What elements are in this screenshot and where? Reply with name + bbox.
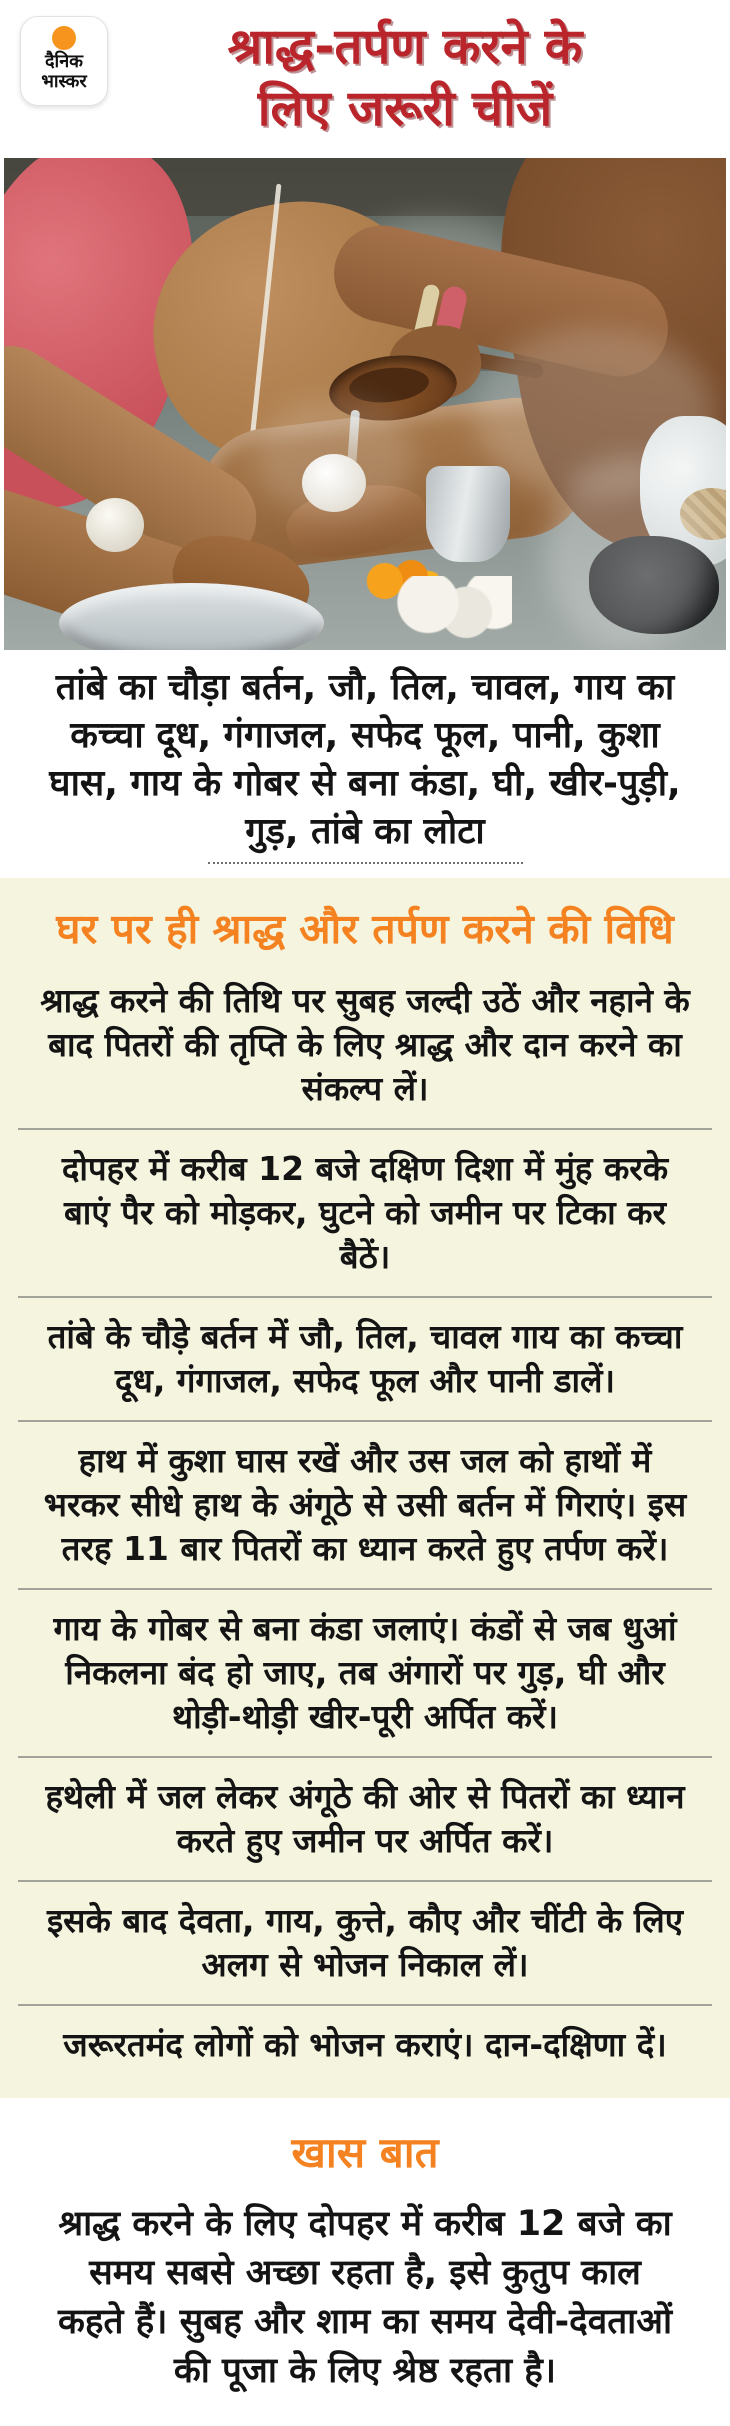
page-title-line1: श्राद्ध-तर्पण करने के [227, 18, 583, 75]
photo-smoke [544, 458, 714, 648]
method-step [18, 1128, 712, 1296]
method-step [18, 1296, 712, 1420]
method-step-text: इसके बाद देवता, गाय, कुत्ते, कौए और चींटी के लिए अलग से भोजन निकाल लें। [46, 1901, 683, 1984]
logo-text-line2: भास्कर [41, 71, 87, 92]
photo-smoke [254, 398, 414, 518]
method-step-text: गाय के गोबर से बना कंडा जलाएं। कंडों से जब धुआं निकलना बंद हो जाए, तब अंगारों पर गुड़, घी और थोड़ी-थोड़ी खीर-पूरी अर्पित करें। [53, 1609, 677, 1736]
method-step-text: श्राद्ध करने की तिथि पर सुबह जल्दी उठें और नहाने के बाद पितरों की तृप्ति के लिए श्राद्ध और दान करने का संकल्प लें। [40, 981, 690, 1108]
highlight-heading: खास बात [291, 2128, 439, 2177]
method-steps-list [18, 962, 712, 2084]
page-title [0, 0, 730, 140]
method-step [18, 962, 712, 1128]
method-step-text: हथेली में जल लेकर अंगूठे की ओर से पितरों का ध्यान करते हुए जमीन पर अर्पित करें। [45, 1777, 685, 1860]
method-step [18, 2004, 712, 2084]
method-step [18, 1756, 712, 1880]
page-title-line2: लिए जरूरी चीजें [257, 80, 553, 137]
method-step-text: जरूरतमंद लोगों को भोजन कराएं। दान-दक्षिणा दें। [63, 2025, 667, 2064]
photo-white-flowers [392, 576, 512, 642]
logo-text [41, 52, 87, 92]
method-section [0, 878, 730, 2098]
method-step-text: तांबे के चौड़े बर्तन में जौ, तिल, चावल गाय का कच्चा दूध, गंगाजल, सफेद फूल और पानी डालें। [47, 1317, 683, 1400]
header [0, 0, 730, 158]
essentials-text: तांबे का चौड़ा बर्तन, जौ, तिल, चावल, गाय का कच्चा दूध, गंगाजल, सफेद फूल, पानी, कुशा घास, गाय के गोबर से बना कंडा, घी, खीर-पुड़ी, गुड़, तांबे का लोटा [49, 667, 681, 852]
dotted-divider [208, 862, 523, 864]
photo-dough-ball [86, 498, 144, 552]
method-step [18, 1588, 712, 1756]
hero-photo [4, 158, 726, 650]
method-step-text: हाथ में कुशा घास रखें और उस जल को हाथों में भरकर सीधे हाथ के अंगूठे से उसी बर्तन में गिराएं। इस तरह 11 बार पितरों का ध्यान करते हुए तर्पण करें। [43, 1441, 687, 1568]
logo-text-line1: दैनिक [44, 51, 84, 72]
highlight-section [0, 2098, 730, 2426]
method-heading: घर पर ही श्राद्ध और तर्पण करने की विधि [56, 905, 674, 953]
method-step-text: दोपहर में करीब 12 बजे दक्षिण दिशा में मुंह करके बाएं पैर को मोड़कर, घुटने को जमीन पर टिका कर बैठें। [61, 1149, 669, 1276]
highlight-text: श्राद्ध करने के लिए दोपहर में करीब 12 बजे का समय सबसे अच्छा रहता है, इसे कुतुप काल कहते हैं। सुबह और शाम का समय देवी-देवताओं की पूजा के लिए श्रेष्ठ रहता है। [57, 2204, 672, 2391]
dainik-bhaskar-logo [20, 16, 108, 106]
sun-icon [52, 26, 76, 50]
photo-steel-pot [426, 466, 510, 562]
method-step [18, 1880, 712, 2004]
method-step [18, 1420, 712, 1588]
